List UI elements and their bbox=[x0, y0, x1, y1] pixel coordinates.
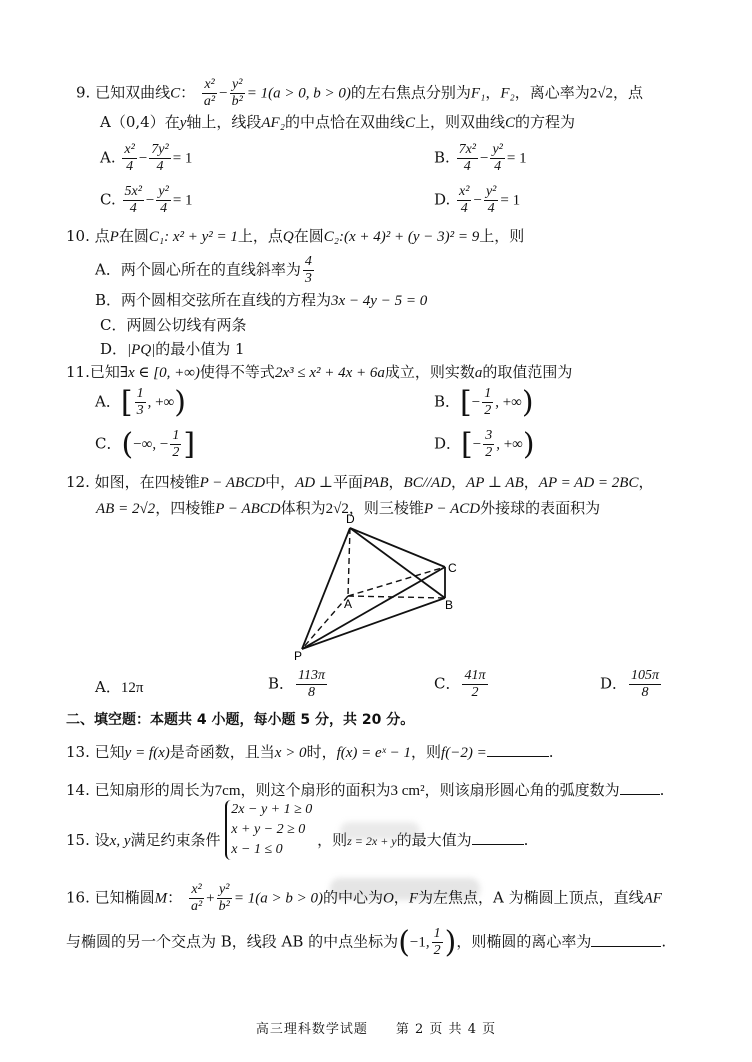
q10-point-q: Q bbox=[282, 229, 294, 245]
q13-end: . bbox=[548, 743, 554, 761]
q9-option-c[interactable] bbox=[100, 184, 193, 217]
q16-line2 bbox=[66, 926, 666, 959]
q16-text5: ，则椭圆的离心率为 bbox=[456, 932, 592, 951]
q15-text4: 的最大值为 bbox=[396, 831, 472, 849]
edge-ac bbox=[348, 567, 445, 596]
q15-constraint-3: x − 1 ≤ 0 bbox=[231, 842, 283, 857]
q9-option-a-label: A. bbox=[100, 148, 116, 167]
q9-curve-name: C bbox=[170, 85, 181, 102]
q12-pyramid: P − ABCD bbox=[199, 475, 266, 491]
option-frac bbox=[457, 142, 478, 175]
q10-option-b-eq: 3x − 4y − 5 = 0 bbox=[331, 293, 428, 309]
frac-num: x² bbox=[189, 882, 204, 899]
option-frac bbox=[149, 142, 170, 175]
frac-den: 4 bbox=[160, 201, 168, 216]
q10-point-p: P bbox=[109, 229, 119, 245]
q9-curve-name-3: C bbox=[504, 115, 515, 131]
q12-sep: ， bbox=[523, 473, 539, 491]
frac-den: 8 bbox=[308, 685, 316, 700]
q10-line1 bbox=[66, 226, 524, 247]
option-frac bbox=[123, 184, 144, 217]
frac-den: 2 bbox=[172, 445, 180, 460]
frac-num: 1 bbox=[172, 428, 180, 443]
q10-text: 点 bbox=[94, 227, 110, 245]
interval-head: −∞, − bbox=[133, 436, 169, 453]
q12-cond3: AP ⊥ AB bbox=[466, 475, 524, 491]
frac-den: 3 bbox=[136, 403, 144, 418]
option-frac bbox=[296, 668, 327, 701]
q16-midpoint-y bbox=[432, 926, 443, 959]
q12-text: 如图，在四棱锥 bbox=[94, 473, 200, 491]
option-frac bbox=[122, 142, 136, 175]
right-paren: ) bbox=[444, 924, 457, 960]
frac-den: 2 bbox=[485, 445, 493, 460]
q14-text2: ，则这个扇形的面积为 bbox=[240, 781, 391, 799]
option-frac bbox=[135, 386, 146, 419]
frac-num: 113π bbox=[298, 668, 326, 683]
frac-den: 2 bbox=[433, 943, 441, 958]
q10-option-a[interactable] bbox=[95, 254, 316, 287]
q16-sep: ， bbox=[393, 888, 409, 907]
q15-objective: z = 2x + y bbox=[347, 834, 397, 848]
frac-den: 3 bbox=[304, 271, 312, 286]
frac-num: y² bbox=[492, 142, 503, 157]
q9-text7: 上，则双曲线 bbox=[414, 113, 505, 131]
q9-frac-x bbox=[202, 77, 217, 110]
right-bracket: ] bbox=[183, 426, 196, 462]
frac-den: 4 bbox=[460, 201, 468, 216]
q9-option-c-label: C. bbox=[100, 190, 116, 209]
q12-option-c[interactable] bbox=[434, 668, 490, 701]
q14-answer-blank[interactable] bbox=[620, 780, 660, 795]
q9-option-a[interactable] bbox=[100, 142, 192, 175]
q9-option-b-label: B. bbox=[434, 148, 450, 167]
frac-den: 4 bbox=[129, 201, 137, 216]
q16-colon: ： bbox=[167, 888, 183, 907]
option-value: 12π bbox=[120, 680, 144, 696]
q9-eccentricity: 2√2 bbox=[589, 85, 613, 102]
q9-text3: ，离心率为 bbox=[514, 83, 590, 102]
vertex-b-label: B bbox=[445, 598, 454, 612]
q10-option-c-text: C．两圆公切线有两条 bbox=[100, 316, 247, 334]
q13-text2: 是奇函数，且当 bbox=[169, 743, 275, 761]
q15-constraint-2: x + y − 2 ≥ 0 bbox=[231, 822, 306, 837]
q12-option-b[interactable] bbox=[268, 668, 329, 701]
q9-focus2: F₂ bbox=[500, 85, 515, 102]
q12-cond2: BC//AD bbox=[403, 475, 452, 491]
q12-line1 bbox=[66, 472, 654, 493]
q14-text: 已知扇形的周长为 bbox=[94, 781, 215, 799]
q9-colon: ： bbox=[180, 83, 196, 102]
q16-number: 16. bbox=[66, 888, 90, 907]
option-frac bbox=[462, 668, 487, 701]
q16-end: . bbox=[661, 932, 667, 951]
frac-den: 2 bbox=[484, 403, 492, 418]
edge-db bbox=[350, 528, 445, 598]
q9-option-b[interactable] bbox=[434, 142, 527, 175]
frac-num: 3 bbox=[485, 428, 493, 443]
frac-den: 4 bbox=[463, 159, 471, 174]
q15-constraint-1: 2x − y + 1 ≥ 0 bbox=[231, 802, 313, 817]
operator: − bbox=[473, 192, 482, 209]
q16-frac-x bbox=[189, 882, 204, 915]
frac-num: y² bbox=[158, 184, 169, 199]
q16-answer-blank[interactable] bbox=[591, 932, 661, 947]
q13-text: 已知 bbox=[94, 743, 125, 761]
q15-line bbox=[66, 802, 529, 860]
sign: − bbox=[471, 394, 481, 411]
frac-num: y² bbox=[217, 882, 232, 899]
q14-area: 3 cm² bbox=[390, 783, 425, 799]
frac-den: 8 bbox=[641, 685, 649, 700]
frac-den: 4 bbox=[494, 159, 502, 174]
q11-var-a: a bbox=[474, 365, 483, 381]
q16-frac-y bbox=[217, 882, 232, 915]
q9-line2 bbox=[100, 112, 575, 133]
left-bracket: [ bbox=[461, 426, 473, 462]
frac-den: b² bbox=[218, 899, 230, 914]
q12-sep: ， bbox=[388, 473, 404, 491]
q10-option-d-label: D． bbox=[100, 340, 128, 358]
q11-inequality: 2x³ ≤ x² + 4x + 6a bbox=[274, 365, 385, 381]
vertex-p-label: P bbox=[294, 649, 303, 660]
option-frac bbox=[156, 184, 170, 217]
q11-text3: 成立，则实数 bbox=[384, 363, 475, 381]
q9-minus: − bbox=[219, 85, 228, 102]
q9-frac-x-den: a² bbox=[203, 94, 216, 109]
option-label: B． bbox=[268, 674, 295, 693]
q10-text3: 上，点 bbox=[237, 227, 283, 245]
interval-tail: , +∞ bbox=[495, 394, 522, 411]
option-frac bbox=[490, 142, 504, 175]
q15-end: . bbox=[523, 831, 529, 849]
frac-den: a² bbox=[190, 899, 203, 914]
q9-curve-name-2: C bbox=[404, 115, 415, 131]
q10-option-d-text: 的最小值为 1 bbox=[155, 340, 245, 358]
q12-plane: PAB bbox=[362, 475, 389, 491]
q16-focus: F bbox=[408, 890, 418, 907]
q10-option-c[interactable] bbox=[100, 315, 246, 335]
q9-point-a: A（0,4）在 bbox=[100, 113, 180, 131]
option-frac bbox=[629, 668, 661, 701]
left-bracket: ( bbox=[121, 426, 134, 462]
option-label: A． bbox=[95, 392, 121, 411]
left-paren: ( bbox=[398, 924, 410, 960]
operator: − bbox=[138, 150, 148, 167]
q10-text4: 在圆 bbox=[293, 227, 324, 245]
rhs: = 1 bbox=[506, 150, 527, 167]
option-frac bbox=[457, 184, 471, 217]
q11-option-a[interactable] bbox=[95, 386, 186, 419]
q12-option-a[interactable] bbox=[95, 677, 143, 698]
q12-cond1: AD ⊥ bbox=[295, 475, 333, 491]
edge-pb bbox=[302, 598, 445, 649]
q10-circle2: C₂ bbox=[323, 229, 339, 245]
q9-number: 9. bbox=[76, 83, 91, 102]
right-bracket: ) bbox=[521, 384, 534, 420]
q12-text4: ，四棱锥 bbox=[155, 499, 216, 517]
q14-end: . bbox=[659, 781, 665, 799]
q10-text2: 在圆 bbox=[118, 227, 149, 245]
q13-number: 13. bbox=[66, 743, 90, 761]
frac-num: y² bbox=[485, 184, 497, 199]
q14-line bbox=[66, 780, 664, 801]
frac-num: 105π bbox=[631, 668, 660, 683]
q11-condition: ∃x ∈ [0, +∞) bbox=[119, 365, 200, 381]
q12-sep: ， bbox=[638, 473, 654, 491]
frac-den: 4 bbox=[156, 159, 164, 174]
frac-den: 2 bbox=[471, 685, 479, 700]
vertex-c-label: C bbox=[448, 561, 457, 575]
frac-num: 1 bbox=[136, 386, 144, 401]
vertex-d-label: D bbox=[346, 512, 355, 526]
q9-text4: ，点 bbox=[612, 83, 643, 102]
option-label: C． bbox=[95, 434, 122, 453]
q10-option-b-text: B．两个圆相交弦所在直线的方程为 bbox=[95, 291, 332, 309]
left-bracket: [ bbox=[460, 384, 472, 420]
option-label: A． bbox=[95, 678, 121, 696]
frac-num: 1 bbox=[433, 926, 441, 941]
q11-number: 11. bbox=[66, 363, 90, 381]
frac-num: 41π bbox=[464, 668, 486, 683]
q14-text3: ，则该扇形圆心角的弧度数为 bbox=[424, 781, 620, 799]
q15-vars: x, y bbox=[109, 833, 131, 849]
q16-text3: 为左焦点，A 为椭圆上顶点，直线 bbox=[417, 888, 644, 907]
q13-function: y = f(x) bbox=[124, 745, 170, 761]
right-bracket: ) bbox=[522, 426, 535, 462]
option-label: D． bbox=[600, 674, 628, 693]
q9-text8: 的方程为 bbox=[515, 113, 576, 131]
q12-cond4: AP = AD = 2BC bbox=[538, 475, 639, 491]
q16-ellipse-name: M bbox=[154, 890, 168, 907]
q10-circle2-eq: :(x + 4)² + (y − 3)² = 9 bbox=[339, 229, 480, 245]
frac-num: 7y² bbox=[151, 142, 169, 157]
rhs: = 1 bbox=[172, 192, 193, 209]
q10-circle1-eq: : x² + y² = 1 bbox=[164, 229, 238, 245]
frac-num: 4 bbox=[304, 254, 312, 269]
q10-circle1: C₁ bbox=[148, 229, 165, 245]
rhs: = 1 bbox=[172, 150, 193, 167]
q12-ab-length: AB = 2√2 bbox=[96, 501, 156, 517]
q12-text2: 中， bbox=[265, 473, 296, 491]
q16-center: O bbox=[382, 890, 394, 907]
q9-frac-y-num: y² bbox=[230, 77, 245, 94]
q16-line1 bbox=[66, 882, 662, 915]
frac-num: x² bbox=[124, 142, 135, 157]
q16-midpoint-x: −1, bbox=[409, 934, 430, 951]
vertex-a-label: A bbox=[344, 597, 353, 611]
option-label: B． bbox=[434, 392, 461, 411]
sign: − bbox=[472, 436, 482, 453]
q13-text4: ，则 bbox=[411, 743, 442, 761]
q9-option-d-label: D. bbox=[434, 190, 451, 209]
q9-text2: 的左右焦点分别为 bbox=[350, 83, 471, 102]
q9-frac-x-num: x² bbox=[202, 77, 217, 94]
q11-text: 已知 bbox=[89, 363, 120, 381]
q9-comma: ， bbox=[485, 83, 501, 102]
q9-text5: 轴上，线段 bbox=[186, 113, 262, 131]
q15-text2: 满足约束条件 bbox=[130, 831, 221, 849]
q9-y-axis: y bbox=[179, 115, 187, 131]
frac-den: 4 bbox=[487, 201, 495, 216]
option-frac bbox=[482, 386, 493, 419]
q12-text3: 平面 bbox=[332, 473, 363, 491]
q12-pyramid-2: P − ABCD bbox=[215, 501, 281, 517]
q12-number: 12. bbox=[66, 473, 90, 491]
frac-num: x² bbox=[459, 184, 470, 199]
q16-text: 已知椭圆 bbox=[94, 888, 155, 907]
q9-line1 bbox=[76, 77, 643, 110]
left-bracket: [ bbox=[120, 384, 133, 420]
interval-tail: , +∞ bbox=[496, 436, 523, 453]
option-frac bbox=[483, 428, 494, 461]
edge-da bbox=[348, 528, 350, 596]
q13-text3: 时， bbox=[306, 743, 337, 761]
q9-frac-y bbox=[230, 77, 245, 110]
q15-constraints bbox=[225, 800, 312, 860]
q9-focus1: F₁ bbox=[470, 85, 486, 102]
scan-smudge bbox=[340, 822, 420, 840]
q9-frac-y-den: b² bbox=[231, 94, 243, 109]
q15-text3: ，则 bbox=[317, 831, 348, 849]
q10-number: 10. bbox=[66, 227, 90, 245]
frac-den: 4 bbox=[126, 159, 134, 174]
q9-segment: AF₂ bbox=[261, 115, 285, 131]
q15-number: 15. bbox=[66, 831, 90, 849]
option-frac bbox=[170, 428, 181, 461]
q12-text6: ，则三棱锥 bbox=[348, 499, 424, 517]
q9-text: 已知双曲线 bbox=[95, 83, 171, 102]
section-2-heading: 二、填空题：本题共 4 小题，每小题 5 分，共 20 分。 bbox=[66, 712, 415, 728]
q11-line1 bbox=[66, 362, 572, 383]
q11-option-d[interactable] bbox=[434, 428, 535, 461]
q10-option-b[interactable] bbox=[95, 290, 427, 311]
q11-option-c[interactable] bbox=[95, 428, 195, 461]
q16-equation-condition: = 1(a > b > 0) bbox=[233, 890, 323, 907]
q11-option-b[interactable] bbox=[434, 386, 534, 419]
edge-pc bbox=[302, 567, 445, 649]
edge-dc bbox=[350, 528, 445, 567]
q10-option-a-text: A．两个圆心所在的直线斜率为 bbox=[95, 260, 301, 279]
q11-text2: 使得不等式 bbox=[199, 363, 275, 381]
q15-text: 设 bbox=[94, 831, 110, 849]
q15-answer-blank[interactable] bbox=[472, 830, 524, 845]
right-bracket: ) bbox=[174, 384, 186, 420]
q16-text2: 的中心为 bbox=[322, 888, 383, 907]
q16-text4: 与椭圆的另一个交点为 B，线段 AB 的中点坐标为 bbox=[66, 932, 399, 951]
edge-ab bbox=[348, 596, 445, 598]
q16-line-af: AF bbox=[643, 890, 662, 907]
option-label: C． bbox=[434, 674, 461, 693]
q12-text5: 体积为 bbox=[280, 499, 326, 517]
page-footer: 高三理科数学试题 第 2 页 共 4 页 bbox=[255, 1022, 497, 1037]
q10-option-d-expr: |PQ| bbox=[127, 342, 156, 358]
rhs: = 1 bbox=[500, 192, 521, 209]
q14-perimeter: 7cm bbox=[214, 783, 241, 799]
q12-option-d[interactable] bbox=[600, 668, 663, 701]
operator: − bbox=[145, 192, 155, 209]
q12-sep: ， bbox=[451, 473, 467, 491]
frac-num: 7x² bbox=[458, 142, 476, 157]
option-frac bbox=[484, 184, 498, 217]
q13-definition: f(x) = eˣ − 1 bbox=[336, 745, 412, 761]
q13-condition: x > 0 bbox=[274, 745, 307, 761]
q12-triangular-pyramid: P − ACD bbox=[423, 501, 481, 517]
frac-num: 1 bbox=[484, 386, 492, 401]
q16-plus: + bbox=[206, 890, 215, 907]
q13-line bbox=[66, 742, 553, 763]
operator: − bbox=[480, 150, 489, 167]
interval-tail: , +∞ bbox=[147, 394, 175, 411]
q13-ask: f(−2) = bbox=[441, 745, 487, 761]
q10-text5: 上，则 bbox=[479, 227, 525, 245]
q12-volume: 2√2 bbox=[325, 501, 349, 517]
q12-pyramid-figure bbox=[280, 510, 480, 660]
q9-option-d[interactable] bbox=[434, 184, 520, 217]
q14-number: 14. bbox=[66, 781, 90, 799]
q10-option-d[interactable] bbox=[100, 339, 245, 360]
q12-text7: 外接球的表面积为 bbox=[480, 499, 601, 517]
q9-equation-condition: = 1(a > 0, b > 0) bbox=[246, 85, 351, 102]
option-label: D． bbox=[434, 434, 462, 453]
frac-num: 5x² bbox=[124, 184, 142, 199]
q9-text6: 的中点恰在双曲线 bbox=[284, 113, 405, 131]
q11-text4: 的取值范围为 bbox=[482, 363, 573, 381]
edge-dp bbox=[302, 528, 353, 649]
q10-slope-frac bbox=[303, 254, 314, 287]
q13-answer-blank[interactable] bbox=[487, 742, 549, 757]
